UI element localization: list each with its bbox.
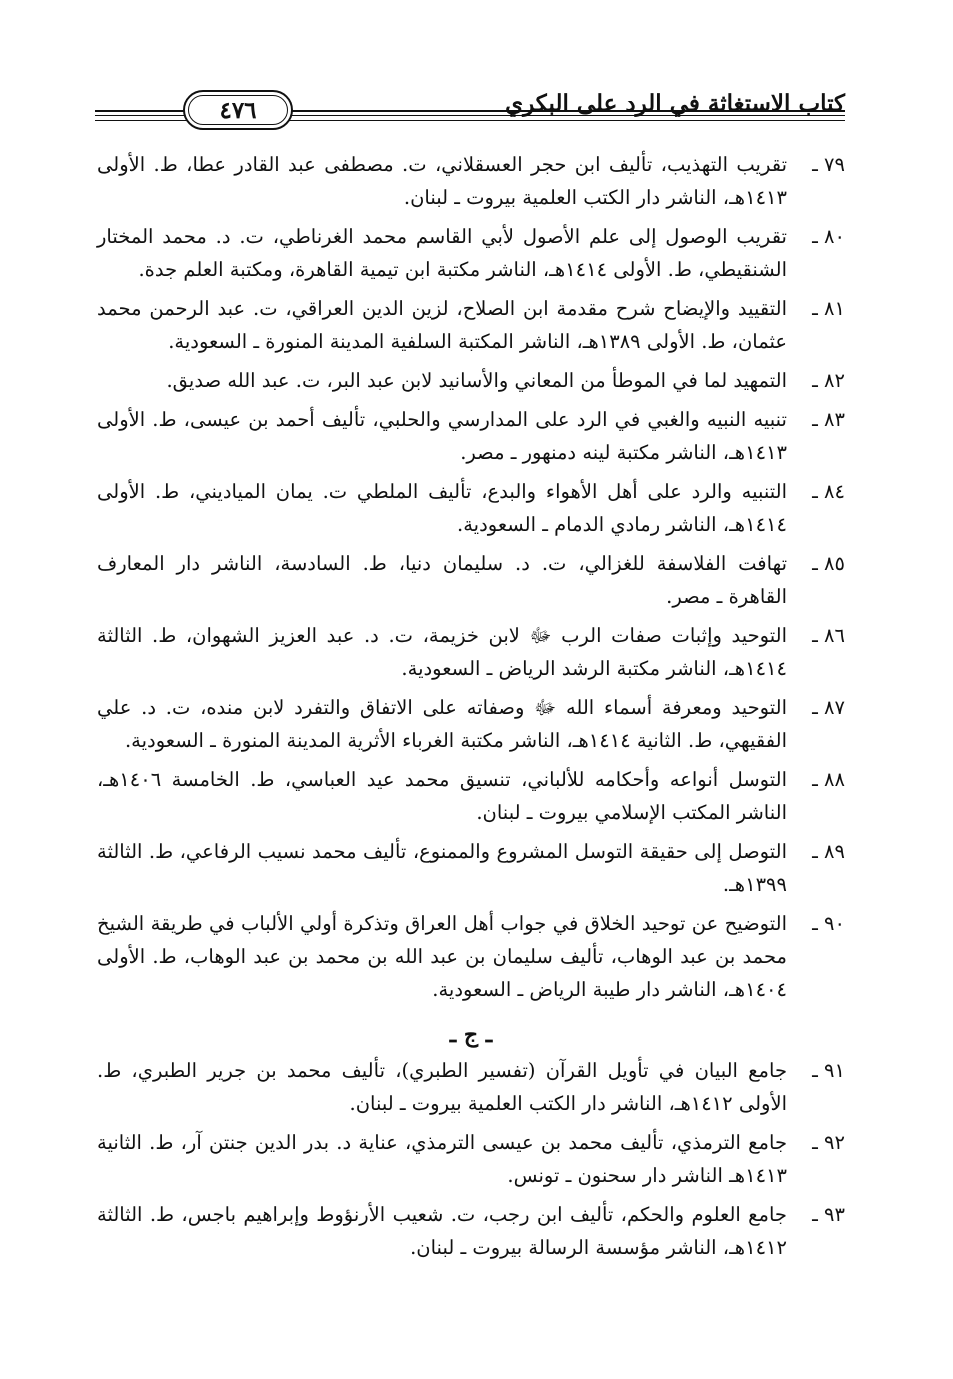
- entry-number: ٩٣ ـ: [812, 1203, 845, 1226]
- entry-text: التقييد والإيضاح شرح مقدمة ابن الصلاح، لزين الدين العراقي، ت. عبد الرحمن محمد عثمان، ط. الأولى ١٣٨٩هـ، الناشر المكتبة السلفية المدينة المنورة ـ السعودية.: [97, 297, 787, 353]
- bibliography-entry: [97, 691, 845, 757]
- page-header: [95, 88, 845, 136]
- bibliography-entry: [97, 475, 845, 541]
- entry-number: ٨٢ ـ: [812, 369, 845, 392]
- entry-text: جامع العلوم والحكم، تأليف ابن رجب، ت. شعيب الأرنؤوط وإبراهيم باجس، ط. الثالثة ١٤١٢هـ، الناشر مؤسسة الرسالة بيروت ـ لبنان.: [97, 1203, 787, 1259]
- entry-number: ٧٩ ـ: [812, 153, 845, 176]
- bibliography-entry: [97, 547, 845, 613]
- entry-number: ٨٥ ـ: [812, 552, 845, 575]
- bibliography-entry: [97, 1054, 845, 1120]
- section-heading: ـ ج ـ: [449, 1022, 493, 1048]
- entry-text: التوسل أنواعه وأحكامه للألباني، تنسيق محمد عيد العباسي، ط. الخامسة ١٤٠٦هـ، الناشر المكتب الإسلامي بيروت ـ لبنان.: [97, 768, 787, 824]
- entry-number: ٩١ ـ: [812, 1059, 845, 1082]
- entry-number: ٩٠ ـ: [812, 912, 845, 935]
- entry-number: ٨١ ـ: [812, 297, 845, 320]
- entry-number: ٨٤ ـ: [812, 480, 845, 503]
- bibliography-entry: [97, 1126, 845, 1192]
- entry-text: التنبيه والرد على أهل الأهواء والبدع، تأليف الملطي ت. يمان المياديني، ط. الأولى ١٤١٤هـ، الناشر رمادي الدمام ـ السعودية.: [97, 480, 787, 536]
- entry-number: ٨٩ ـ: [812, 840, 845, 863]
- book-title: كتاب الاستغاثة في الرد على البكري: [505, 90, 845, 117]
- bibliography-list: [97, 148, 845, 1270]
- bibliography-entry: [97, 148, 845, 214]
- entry-text: جامع البيان في تأويل القرآن (تفسير الطبري)، تأليف محمد بن جرير الطبري، ط. الأولى ١٤١٢هـ، الناشر دار الكتب العلمية بيروت ـ لبنان.: [97, 1059, 787, 1115]
- bibliography-entry: [97, 835, 845, 901]
- entry-number: ٨٨ ـ: [812, 768, 845, 791]
- entry-text: التوضيح عن توحيد الخلاق في جواب أهل العراق وتذكرة أولي الألباب في طريقة الشيخ محمد بن عبد الوهاب، تأليف سليمان بن عبد الله بن محمد بن عبد الوهاب، ط. الأولى ١٤٠٤هـ، الناشر دار طيبة الرياض ـ السعودية.: [97, 912, 787, 1001]
- bibliography-entry: [97, 763, 845, 829]
- bibliography-entry: [97, 619, 845, 685]
- bibliography-entry: [97, 907, 845, 1006]
- entry-text: التوحيد ومعرفة أسماء الله ﷻ وصفاته على الاتفاق والتفرد لابن منده، ت. د. علي الفقيهي، ط. الثانية ١٤١٤هـ، الناشر مكتبة الغرباء الأثرية المدينة المنورة ـ السعودية.: [97, 696, 787, 752]
- page-number-badge: [183, 90, 293, 130]
- entry-number: ٩٢ ـ: [812, 1131, 845, 1154]
- entry-text: تقريب الوصول إلى علم الأصول لأبي القاسم محمد الغرناطي، ت. د. محمد المختار الشنقيطي، ط. الأولى ١٤١٤هـ، الناشر مكتبة ابن تيمية القاهرة، ومكتبة العلم جدة.: [97, 225, 787, 281]
- bibliography-entry: [97, 364, 845, 397]
- entry-text: تهافت الفلاسفة للغزالي، ت. د. سليمان دنيا، ط. السادسة، الناشر دار المعارف القاهرة ـ مصر.: [97, 552, 787, 608]
- bibliography-entry: [97, 292, 845, 358]
- entry-text: التوصل إلى حقيقة التوسل المشروع والممنوع، تأليف محمد نسيب الرفاعي، ط. الثالثة ١٣٩٩هـ.: [97, 840, 787, 896]
- page-number: ٤٧٦: [219, 96, 257, 124]
- entry-text: تقريب التهذيب، تأليف ابن حجر العسقلاني، ت. مصطفى عبد القادر عطا، ط. الأولى ١٤١٣هـ، الناشر دار الكتب العلمية بيروت ـ لبنان.: [97, 153, 787, 209]
- bibliography-entry: [97, 1198, 845, 1264]
- entry-text: تنبيه النبيه والغبي في الرد على المدارسي والحلبي، تأليف أحمد بن عيسى، ط. الأولى ١٤١٣هـ، الناشر مكتبة لينه دمنهور ـ مصر.: [97, 408, 787, 464]
- entry-text: التمهيد لما في الموطأ من المعاني والأسانيد لابن عبد البر، ت. عبد الله صديق.: [166, 369, 787, 392]
- entry-number: ٨٠ ـ: [812, 225, 845, 248]
- bibliography-entry: [97, 403, 845, 469]
- entry-number: ٨٦ ـ: [812, 624, 845, 647]
- entry-number: ٨٣ ـ: [812, 408, 845, 431]
- entry-text: التوحيد وإثبات صفات الرب ﷻ لابن خزيمة، ت. د. عبد العزيز الشهوان، ط. الثالثة ١٤١٤هـ، الناشر مكتبة الرشد الرياض ـ السعودية.: [97, 624, 787, 680]
- entry-number: ٨٧ ـ: [812, 696, 845, 719]
- entry-text: جامع الترمذي، تأليف محمد بن عيسى الترمذي، عناية د. بدر الدين جنتن آر، ط. الثانية ١٤١٣هـ الناشر دار سحنون ـ تونس.: [97, 1131, 787, 1187]
- bibliography-entry: [97, 220, 845, 286]
